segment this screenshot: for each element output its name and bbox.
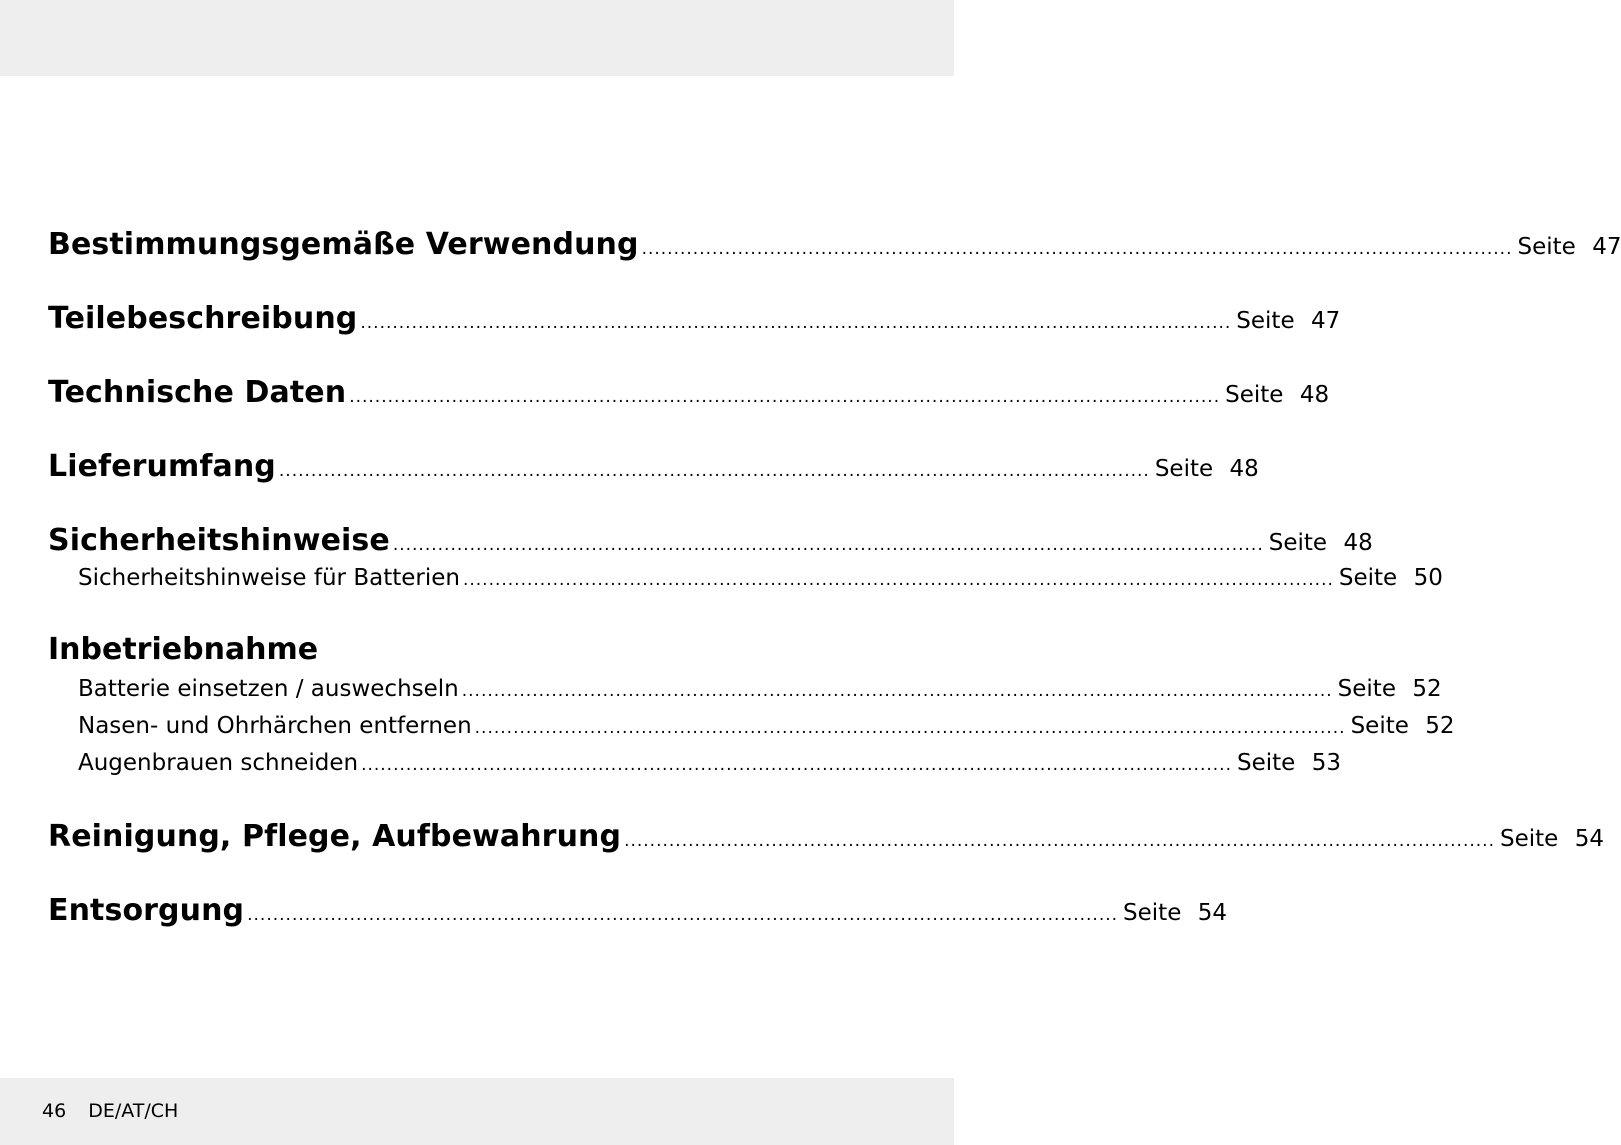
toc-entry-reinigung[interactable] [48,819,1604,854]
toc-entry-page [1269,530,1373,556]
toc-entry-page [1237,750,1341,776]
toc-entry-lieferumfang[interactable] [48,449,1259,484]
page-number: 48 [1299,382,1330,408]
toc-subentry-augenbrauen[interactable] [78,750,1341,776]
toc-entry-title: Technische Daten [48,375,347,410]
toc-entry-page [1225,382,1329,408]
footer-region: DE/AT/CH [88,1100,179,1122]
dot-leader: ........................................................................................................................................ [247,905,1119,925]
page-label: Seite [1268,530,1328,556]
dot-leader: ........................................................................................................................................ [474,718,1346,738]
page-number: 48 [1229,456,1259,482]
toc-entry-page [1500,826,1604,852]
toc-entry-title: Entsorgung [48,893,245,928]
toc-entry-entsorgung[interactable] [48,893,1228,928]
toc-entry-title: Sicherheitshinweise [48,523,390,558]
dot-leader: ........................................................................................................................................ [461,681,1333,701]
toc-entry-title: Lieferumfang [48,449,276,484]
dot-leader: ........................................................................................................................................ [349,387,1221,407]
top-band [0,0,954,76]
toc-entry-sicherheitshinweise[interactable] [48,523,1373,558]
toc-subentry-batterie-einsetzen[interactable] [78,676,1442,702]
toc-section-inbetriebnahme[interactable]: Inbetriebnahme [48,632,319,667]
page-number: 47 [1592,234,1621,260]
page-label: Seite [1517,234,1576,260]
toc-entry-bestimmungsgemaesse-verwendung[interactable] [48,227,1621,262]
page-label: Seite [1236,750,1296,776]
toc-entry-page [1517,234,1621,260]
toc-entry-page [1339,565,1443,591]
page-label: Seite [1499,826,1559,852]
footer-page-number: 46 [42,1100,67,1122]
toc-subentry-nasen-ohrhaerchen[interactable] [78,713,1455,739]
page-number: 50 [1413,565,1443,591]
toc-subentry-title: Augenbrauen schneiden [78,750,359,776]
toc-entry-page [1338,676,1442,702]
page-number: 54 [1574,826,1604,852]
toc-entry-technische-daten[interactable] [48,375,1330,410]
dot-leader: ........................................................................................................................................ [360,313,1232,333]
dot-leader: ........................................................................................................................................ [641,239,1513,259]
dot-leader: ........................................................................................................................................ [361,755,1232,775]
page-label: Seite [1338,565,1398,591]
page-label: Seite [1236,308,1295,334]
page-number: 52 [1425,713,1455,739]
toc-entry-title: Bestimmungsgemäße Verwendung [48,227,639,262]
page-label: Seite [1225,382,1284,408]
toc-entry-page [1236,308,1340,334]
toc-entry-page [1155,456,1259,482]
page-number: 52 [1412,676,1442,702]
dot-leader: ........................................................................................................................................ [624,831,1495,851]
toc-entry-title: Reinigung, Pflege, Aufbewahrung [48,819,622,854]
page-label: Seite [1154,456,1214,482]
toc-entry-page [1123,900,1227,926]
page-label: Seite [1350,713,1409,739]
toc-subentry-title: Sicherheitshinweise für Batterien [78,565,460,591]
page-number: 48 [1343,530,1373,556]
toc-entry-title: Teilebeschreibung [48,301,358,336]
page-number: 53 [1311,750,1341,776]
toc-subentry-title: Batterie einsetzen / auswechseln [78,676,459,702]
toc-entry-page [1351,713,1455,739]
dot-leader: ........................................................................................................................................ [462,570,1334,590]
dot-leader: ........................................................................................................................................ [392,535,1264,555]
page-number: 54 [1197,900,1228,926]
dot-leader: ........................................................................................................................................ [278,461,1150,481]
page-number: 47 [1311,308,1341,334]
page-footer [42,1100,178,1122]
page-label: Seite [1123,900,1182,926]
toc-subentry-title: Nasen- und Ohrhärchen entfernen [78,713,472,739]
toc-subentry-sicherheitshinweise-batterien[interactable] [78,565,1443,591]
toc-entry-teilebeschreibung[interactable] [48,301,1341,336]
page-label: Seite [1337,676,1396,702]
